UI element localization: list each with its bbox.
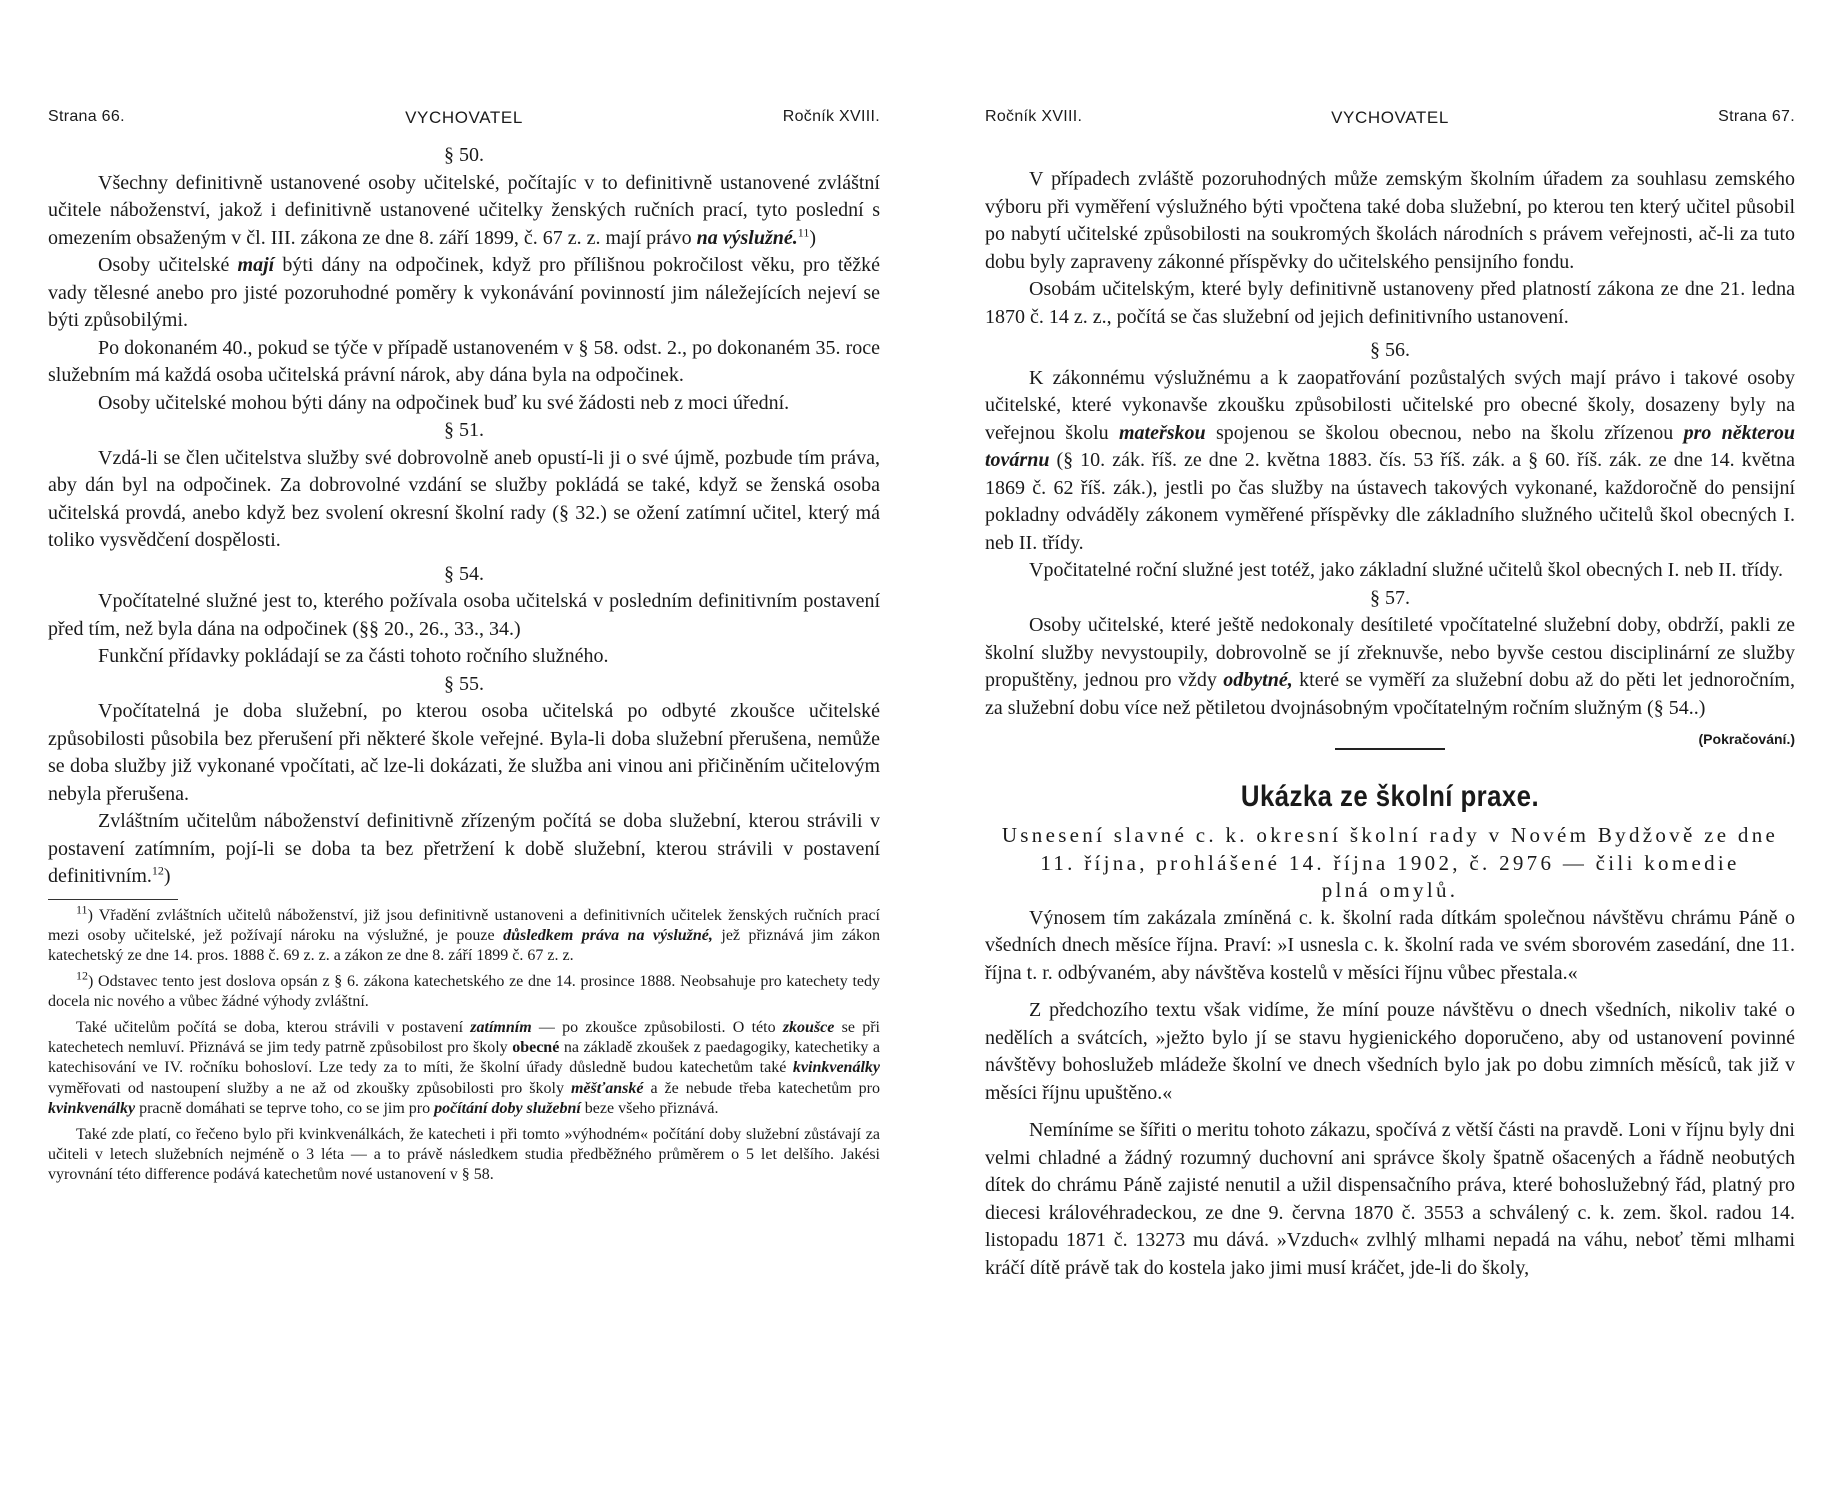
paragraph: Všechny definitivně ustanovené osoby učitelské, počítajíc v to definitivně ustanovené zvláštní učitele náboženství, jakož i definitivně ustanovené učitelky ženských ručních prací, tyto poslední s omezením obsaženým v čl. III. zákona ze dne 8. září 1899, č. 67 z. z. mají právo na výslužné.$^{11}$) — [48, 171, 880, 249]
article-divider — [1335, 748, 1445, 750]
volume-label: Ročník XVIII. — [985, 108, 1083, 125]
section-55 — [48, 698, 880, 891]
page-number: Strana 67. — [1718, 108, 1795, 125]
paragraph: Z předchozího textu však vidíme, že míní pouze návštěvu o dnech všedních, nikoliv také o nedělích a svátcích, »ježto bylo jí se stavu hygienického doporučeno, aby od ustanovení povinné návštěvy bohoslužeb mládeže školní ve dnech všedních bylo jak po dobu zimních měsíců, tak již v měsíci říjnu upuštěno.« — [985, 999, 1795, 1104]
section-heading: § 51. — [444, 419, 484, 441]
paragraph: V případech zvláště pozoruhodných může zemským školním úřadem za souhlasu zemského výboru při vyměření výslužného býti vpočtena také doba služební, po kterou ten který učitel působil po nabytí učitelské způsobilosti na soukromých školách národních s právem veřejnosti, ač-li za tuto dobu byly zapraveny zákonné příspěvky do učitelského pensijního fondu. — [985, 168, 1795, 273]
section-50 — [48, 170, 880, 418]
footnote-divider — [48, 899, 178, 900]
left-body — [48, 142, 880, 1186]
running-header — [48, 108, 880, 132]
paragraph: Nemíníme se šířiti o meritu tohoto zákazu, spočívá z větší části na pravdě. Loni v říjnu byly dni velmi chladné a žádný rozumný duchovní ani správce školy špatně ošacených a řádně neobutých dítek do chrámu Páně zajisté nenutil a užil dispensačního práva, které bohoslužebný řád, platný pro diecesi královéhradeckou, ze dne 9. června 1870 č. 3553 a schválený c. k. zem. škol. radou 14. listopadu 1871 č. 13273 mu dává. »Vzduch« zvlhlý mlhami nepadá na váhu, neboť těmi mlhami kráčí dítě právě tak do kostela jako jimi musí kráčet, jde-li do školy, — [985, 1119, 1795, 1279]
article-text — [985, 905, 1795, 1283]
paragraph: Osoby učitelské mají býti dány na odpočinek, když pro přílišnou pokročilost věku, pro těžké vady tělesné anebo pro jisté pozoruhodné poměry k vykonávání povinností jim náležejících nejeví se býti způsobilými. — [48, 254, 881, 331]
section-heading: § 54. — [444, 562, 484, 585]
article-headline: Ukázka ze školní praxe. — [1240, 780, 1540, 813]
paragraph: Vzdá-li se člen učitelstva služby své dobrovolně aneb opustí-li ji o své újmě, pozbude tím práva, aby dán byl na odpočinek. Za dobrovolné vzdání se služby pokládá se také, když se ženská osoba učitelská provdá, anebo když bez svolení okresní školní rady (§ 32.) se ožení zatímní učitel, který má toliko vysvědčení dospělosti. — [48, 446, 880, 551]
page-number: Strana 66. — [48, 108, 125, 125]
left-page — [48, 0, 880, 1500]
footnote-12: $^{12}$) Odstavec tento jest doslova opsán z § 6. zákona katechetského ze dne 14. prosince 1888. Neobsahuje pro katechety tedy docela nic nového a vůbec žádné výhody zvláštní. — [48, 968, 880, 1011]
right-page — [985, 0, 1795, 1500]
article-subheading: Usnesení slavné c. k. okresní školní rady v Novém Bydžově ze dne 11. října, prohlášené 14. října 1902, č. 2976 — čili komedie plná omylů. — [1001, 823, 1779, 902]
paragraph: Vpočítatelné služné jest to, kterého požívala osoba učitelská v posledním definitivním postavení před tím, než byla dána na odpočinek (§§ 20., 26., 33., 34.) — [48, 590, 880, 640]
paragraph: Vpočitatelné roční služné jest totéž, jako základní služné učitelů škol obecných I. neb II. třídy. — [1029, 559, 1784, 581]
section-54 — [48, 588, 880, 671]
paragraph: Osobám učitelským, které byly definitivně ustanoveny před platností zákona ze dne 21. ledna 1870 č. 14 z. z., počítá se čas služební od jejich definitivního ustanovení. — [985, 278, 1795, 328]
footnote-paragraph: Také učitelům počítá se doba, kterou strávili v postavení zatímním — po zkoušce způsobilosti. O této zkoušce se při katechetech nemluví. Přiznává se jim tedy patrně způsobilost pro školy obecné na základě zkoušek z paedagogiky, katechetiky a katechisování ve IV. ročníku bohosloví. Lze tedy za to míti, že školní úřady důsledně budou katechetům také kvinkvenálky vyměřovati od nastoupení služby a ne až od zkoušky způsobilosti pro školy měšťanské a že nebude třeba katechetům pro kvinkvenálky pracně domáhati se teprve toho, co se jim pro počítání doby služební beze všeho přiznává. — [48, 1018, 880, 1118]
section-55-continued — [985, 166, 1795, 331]
journal-title: VYCHOVATEL — [405, 108, 523, 127]
section-57 — [985, 612, 1795, 747]
paragraph: Vpočítatelná je doba služební, po kterou osoba učitelská po odbyté zkoušce učitelské způsobilosti působila bez přerušení při některé škole veřejné. Byla-li doba služební přerušena, nemůže se doba služby již vykonané vpočítati, ač lze-li dokázati, že služba ani vinou ani přičiněním učitelovým nebyla přerušena. — [48, 700, 880, 805]
section-51 — [48, 445, 880, 555]
right-body — [985, 166, 1795, 1282]
paragraph: K zákonnému výslužnému a k zaopatřování pozůstalých svých mají právo i takové osoby učitelské, které vykonavše zkoušku způsobilosti učitelské pro obecné školy, dosazeny byly na veřejnou školu mateřskou spojenou se školou obecnou, nebo na školu zřízenou pro některou továrnu (§ 10. zák. říš. ze dne 2. května 1883. čís. 53 říš. zák. a § 60. říš. zák. ze dne 14. května 1869 č. 62 říš. zák.), jestli po čas služby na ústavech takových vykonané, každoročně do pensijní pokladny odváděly zákonem vyměřené příspěvky dle základního služného učitelů škol obecných I. neb II. třídy. — [985, 366, 1796, 554]
section-heading: § 50. — [444, 144, 484, 166]
paragraph: Osoby učitelské mohou býti dány na odpočinek buď ku své žádosti neb z moci úřední. — [98, 391, 790, 414]
paragraph: Osoby učitelské, které ještě nedokonaly desítileté vpočítatelné služební doby, obdrží, pakli ze školní služby nevystoupily, dobrovolně se jí zřeknuvše, nebo byvše cestou disciplinární ze služby propuštěny, jednou pro vždy odbytné, které se vyměří za služební dobu až do pěti let jednoročním, za služební dobu více než pětiletou dvojnásobným vpočítatelným ročním služným (§ 54..) (Pokračování.) — [985, 612, 1795, 722]
paragraph: Funkční přídavky pokládají se za části tohoto ročního služného. — [98, 645, 609, 667]
paragraph: Výnosem tím zakázala zmíněná c. k. školní rada dítkám společnou návštěvu chrámu Páně o všedních dnech měsíce října. Praví: »I usnesla c. k. školní rada ve svém sborovém zasedání, dne 11. října t. r. odbývaném, aby návštěva kostelů v měsíci říjnu vůbec přestala.« — [985, 906, 1795, 984]
section-heading: § 55. — [444, 672, 484, 695]
footnote-ref: 12 — [151, 863, 164, 878]
paragraph: Po dokonaném 40., pokud se týče v případě ustanoveném v § 58. odst. 2., po dokonaném 35. roce služebním má každá osoba učitelská právní nárok, aby dána byla na odpočinek. — [48, 336, 880, 386]
continued-note: (Pokračování.) — [1698, 731, 1795, 747]
volume-label: Ročník XVIII. — [782, 108, 880, 125]
footnote-ref: 11 — [797, 224, 810, 239]
footnote-paragraph: Také zde platí, co řečeno bylo při kvinkvenálkách, že katecheti i při tomto »výhodném« počítání doby služební zůstávají za učiteli v letech služebních nejméně o 3 léta — a to právě následkem studia předběžného průměrem o 5 let delšího. Jakési vyrovnání této difference podává katechetům nové ustanovení v § 58. — [48, 1125, 880, 1184]
footnote-11: $^{11}$) Vřadění zvláštních učitelů náboženství, již jsou definitivně ustanoveni a definitivních učitelek ženských ručních prací mezi osoby učitelské, jež požívají nároku na výslužné, je pouze důsledkem práva na výslužné, jež přiznává jim zákon katechetský ze dne 14. pros. 1888 č. 69 z. z. a zákon ze dne 8. září 1899 č. 67 z. z. — [48, 902, 881, 965]
paragraph: Zvláštním učitelům náboženství definitivně zřízeným počítá se doba služební, kterou strávili v postavení zatímním, pojí-li se doba ta bez přetržení k době služební, kterou strávili v postavení definitivním.$^{12}$) — [48, 810, 880, 887]
running-header — [985, 108, 1795, 132]
section-heading: § 57. — [1370, 586, 1410, 609]
footnotes — [48, 902, 881, 1186]
journal-title: VYCHOVATEL — [1331, 108, 1449, 127]
section-heading: § 56. — [1370, 339, 1410, 361]
section-56 — [985, 365, 1795, 585]
